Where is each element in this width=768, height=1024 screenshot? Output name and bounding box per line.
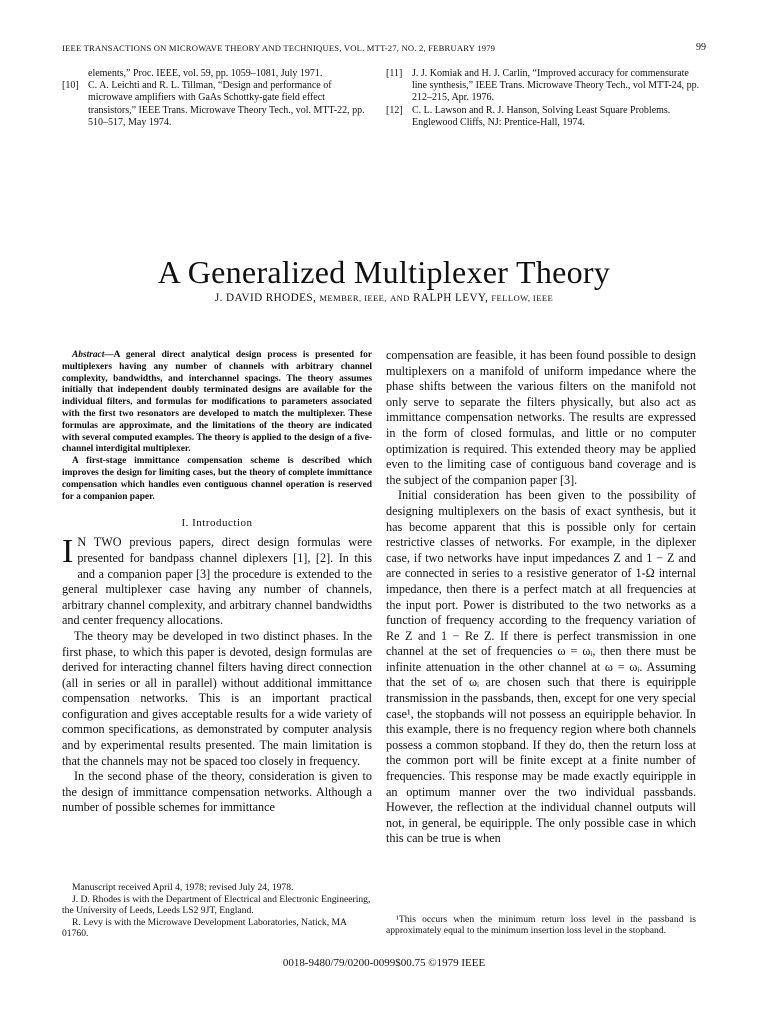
section-heading: I. Introduction xyxy=(181,517,253,530)
prev-references-left xyxy=(62,68,374,129)
reference-item xyxy=(386,68,706,105)
reference-item xyxy=(386,105,706,129)
prev-references-right xyxy=(386,68,706,129)
body-paragraph xyxy=(62,535,372,629)
reference-number: [12] xyxy=(386,104,403,116)
author-line xyxy=(0,292,768,304)
reference-text: C. L. Lawson and R. J. Hanson, Solving Least Square Problems. Englewood Cliffs, NJ: Prentice-Hall, 1974. xyxy=(412,104,671,128)
author-footnotes xyxy=(62,882,372,940)
right-column-text xyxy=(386,348,696,847)
body-paragraph: Initial consideration has been given to the possibility of designing multiplexers on the basis of exact synthesis, but it has become apparent that this is possible only for certain restrictive classes of networks. For example, in the diplexer case, if two networks have input impedances Z and 1 − Z and are connected in series to a resistive generator of 1-Ω internal impedance, then there is a perfect match at all frequencies at the input port. Power is distributed to the two networks as a function of frequency according to the frequency variation of Re Z and 1 − Re Z. If there is perfect transmission in one channel at the set of frequencies ω = ωᵢ, then there must be infinite attenuation in the other channel at ω = ωᵢ. Assuming that the set of ωᵢ are chosen such that there is equiripple transmission in the passbands, then, except for one very special case¹, the stopbands will not possess an equiripple behavior. In this example, there is no frequency region where both channels possess a common stopband. If they do, then the return loss at the common port will be finite except at a finite number of frequencies. This response may be made exactly equiripple in an optimum manner over the two individual passbands. However, the reflection at the individual channel outputs will not, in general, be equiripple. The only possible case in which this can be true is when xyxy=(386,488,696,846)
reference-text: J. J. Komiak and H. J. Carlin, “Improved accuracy for commensurate line synthesis,” IEEE Trans. Microwave Theory Tech., vol MTT-24, pp. 212–215, Apr. 1976. xyxy=(412,68,700,104)
abstract-paragraph xyxy=(62,350,372,456)
author-name: RALPH LEVY, xyxy=(413,292,489,304)
abstract-lead: Abstract xyxy=(72,350,105,360)
body-paragraph: compensation are feasible, it has been found possible to design multiplexers on a manifold of uniform impedance where the phase shifts between the various filters on the manifold not only serve to separate the filters physically, but also act as immittance compensation networks. The results are expressed in the form of closed formulas, and little or no computer optimization is required. This extended theory may be applied even to the limiting case of contiguous band coverage and is the subject of the companion paper [3]. xyxy=(386,348,696,487)
author-grade: MEMBER, IEEE, xyxy=(319,293,387,303)
reference-item xyxy=(62,80,374,129)
manuscript-note: Manuscript received April 4, 1978; revised July 24, 1978. xyxy=(72,882,294,893)
author-conjunction: AND xyxy=(390,293,410,303)
body-paragraph: The theory may be developed in two distinct phases. In the first phase, to which this paper is devoted, design formulas are derived for interacting channel filters having direct connection (all in series or all in parallel) without additional immittance compensation networks. This is an important practical configuration and gives acceptable results for a wide variety of common specifications, as demonstrated by computer analysis and by experimental results presented. The main limitation is that the channels may not be spaced too closely in frequency. xyxy=(62,628,372,768)
abstract-paragraph: A first-stage immittance compensation scheme is described which improves the design for limiting cases, but the theory of complete immittance compensation which handles even contiguous channel operation is reserved for a companion paper. xyxy=(62,456,372,502)
reference-number: [11] xyxy=(386,68,403,79)
reference-number: [10] xyxy=(62,80,79,92)
drop-cap: I xyxy=(62,533,74,571)
left-column xyxy=(62,350,372,816)
author-name: J. DAVID RHODES, xyxy=(214,292,317,304)
paragraph-text: N TWO previous papers, direct design formulas were presented for bandpass channel diplexers [1], [2]. In this and a companion paper [3] the procedure is extended to the general multiplexer case having any number of channels, arbitrary channel complexity, and arbitrary channel bandwidths and center frequency allocations. xyxy=(62,535,372,628)
running-header: IEEE TRANSACTIONS ON MICROWAVE THEORY AND TECHNIQUES, VOL. MTT-27, NO. 2, FEBRUARY 1979 xyxy=(62,43,496,53)
affiliation-note: R. Levy is with the Microwave Development Laboratories, Natick, MA 01760. xyxy=(62,916,347,940)
abstract-text: —A general direct analytical design process is presented for multiplexers having any number of channels with arbitrary channel complexity, bandwidths, and interchannel spacings. The theory assumes initially that independent doubly terminated designs are available for the individual filters, and formulas for modifications to parameters associated with the first two resonators are developed to match the multiplexer. These formulas are approximate, and the limitations of the theory are indicated with several computed examples. The theory is applied to the design of a five-channel interdigital multiplexer. xyxy=(62,350,372,455)
footnote-text: ¹This occurs when the minimum return loss level in the passband is approximately equal to the minimum insertion loss level in the stopband. xyxy=(386,914,696,937)
introduction-text xyxy=(62,535,372,816)
reference-text: C. A. Leichti and R. L. Tillman, “Design and performance of microwave amplifiers with GaAs Schottky-gate field effect transistors,” IEEE Trans. Microwave Theory Tech., vol. MTT-22, pp. 510–517, May 1974. xyxy=(88,80,365,128)
paper-title: A Generalized Multiplexer Theory xyxy=(157,254,611,291)
affiliation-note: J. D. Rhodes is with the Department of Electrical and Electronic Engineering, the University of Leeds, Leeds LS2 9JT, England. xyxy=(62,893,371,917)
body-paragraph: In the second phase of the theory, consideration is given to the design of immittance compensation networks. Although a number of possible schemes for immittance xyxy=(62,769,372,815)
reference-item xyxy=(62,68,374,80)
author-grade: FELLOW, IEEE xyxy=(491,293,554,303)
page-number: 99 xyxy=(696,42,706,53)
reference-text: elements,” Proc. IEEE, vol. 59, pp. 1059–1081, July 1971. xyxy=(88,68,323,79)
copyright-footer: 0018-9480/79/0200-0099$00.75 ©1979 IEEE xyxy=(282,957,486,969)
footnote xyxy=(386,914,696,937)
abstract xyxy=(62,350,372,503)
right-column xyxy=(386,348,696,847)
